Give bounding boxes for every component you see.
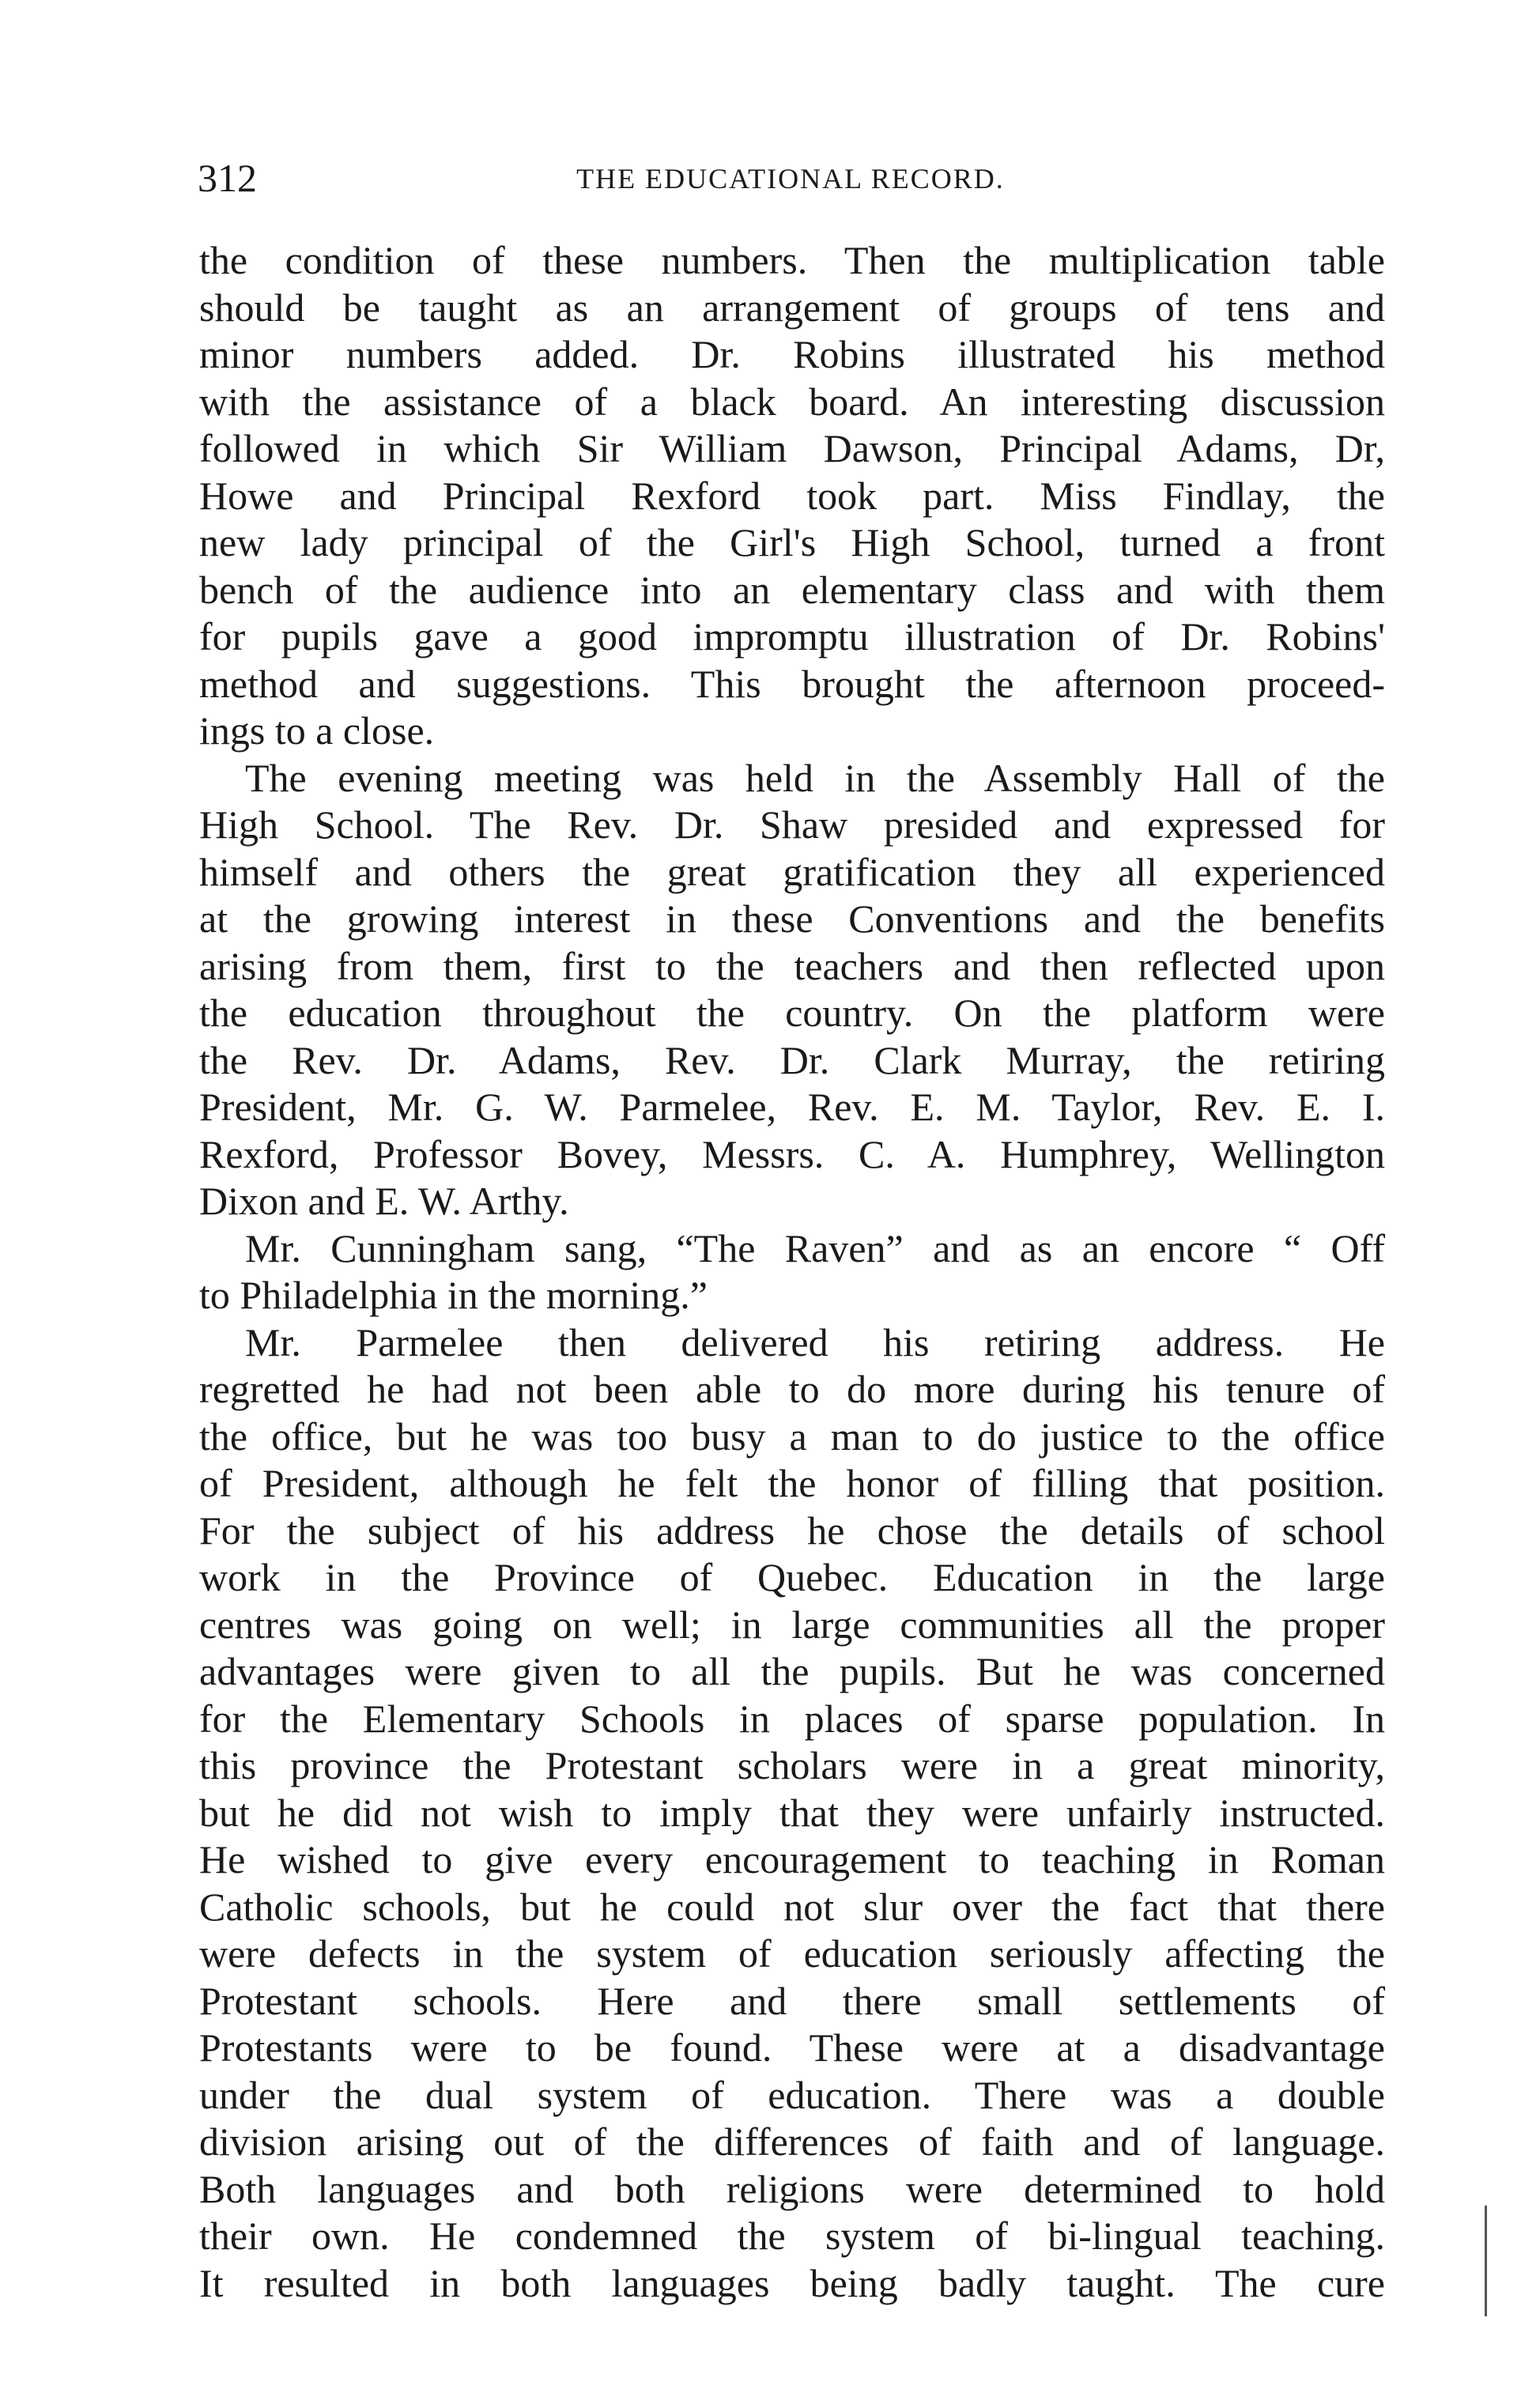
text-line: work in the Province of Quebec. Education in the large	[199, 1555, 1385, 1599]
text-line: Mr. Parmelee then delivered his retiring address. He	[245, 1319, 1385, 1364]
text-line: the education throughout the country. On the platform were	[199, 991, 1385, 1035]
text-line: Protestants were to be found. These were at a disadvantage	[199, 2025, 1385, 2070]
text-line: himself and others the great gratification they all experienced	[199, 849, 1385, 894]
text-line: followed in which Sir William Dawson, Principal Adams, Dr,	[199, 426, 1385, 470]
text-line: of President, although he felt the honor of filling that position.	[199, 1461, 1385, 1505]
text-line: High School. The Rev. Dr. Shaw presided and expressed for	[199, 802, 1385, 847]
page-header	[198, 150, 1383, 206]
text-line: ings to a close.	[199, 708, 435, 753]
text-line: method and suggestions. This brought the afternoon proceed-	[199, 661, 1385, 706]
text-line: Howe and Principal Rexford took part. Miss Findlay, the	[199, 473, 1385, 518]
text-line: with the assistance of a black board. An interesting discussion	[199, 379, 1385, 424]
text-line: Mr. Cunningham sang, “The Raven” and as an encore “ Off	[245, 1225, 1385, 1270]
text-line: Catholic schools, but he could not slur over the fact that there	[199, 1884, 1385, 1929]
text-line: arising from them, first to the teachers and then reflected upon	[199, 943, 1385, 988]
text-line: It resulted in both languages being badly taught. The cure	[199, 2260, 1385, 2305]
text-line: The evening meeting was held in the Assembly Hall of the	[245, 755, 1385, 800]
text-line: minor numbers added. Dr. Robins illustrated his method	[199, 332, 1385, 376]
text-line: Both languages and both religions were determined to hold	[199, 2166, 1385, 2211]
text-line: Rexford, Professor Bovey, Messrs. C. A. Humphrey, Wellington	[199, 1131, 1385, 1176]
text-line: to Philadelphia in the morning.”	[199, 1273, 708, 1317]
text-line: advantages were given to all the pupils. But he was concerned	[199, 1649, 1385, 1693]
text-line: but he did not wish to imply that they were unfairly instructed.	[199, 1790, 1385, 1835]
body-text	[199, 237, 1385, 2307]
text-line: new lady principal of the Girl's High School, turned a front	[199, 520, 1385, 564]
text-line: for the Elementary Schools in places of sparse population. In	[199, 1696, 1385, 1741]
text-line: Dixon and E. W. Arthy.	[199, 1179, 569, 1223]
text-line: for pupils gave a good impromptu illustration of Dr. Robins'	[199, 614, 1385, 659]
text-line: under the dual system of education. There was a double	[199, 2072, 1385, 2117]
text-line: should be taught as an arrangement of groups of tens and	[199, 285, 1385, 330]
text-line: the office, but he was too busy a man to do justice to the office	[199, 1413, 1385, 1459]
text-line: President, Mr. G. W. Parmelee, Rev. E. M. Taylor, Rev. E. I.	[199, 1085, 1385, 1129]
margin-rule	[1485, 2206, 1487, 2316]
text-line: centres was going on well; in large communities all the proper	[199, 1602, 1385, 1647]
text-line: were defects in the system of education seriously affecting the	[199, 1931, 1385, 1976]
text-line: their own. He condemned the system of bi-lingual teaching.	[199, 2214, 1385, 2258]
text-line: division arising out of the differences of faith and of language.	[199, 2119, 1385, 2164]
text-line: bench of the audience into an elementary class and with them	[199, 567, 1385, 612]
text-line: the Rev. Dr. Adams, Rev. Dr. Clark Murray, the retiring	[199, 1037, 1385, 1082]
text-line: at the growing interest in these Conventions and the benefits	[199, 896, 1385, 941]
running-head: THE EDUCATIONAL RECORD.	[576, 163, 1005, 194]
page-number: 312	[198, 156, 257, 200]
text-line: Protestant schools. Here and there small settlements of	[199, 1978, 1385, 2023]
text-line: this province the Protestant scholars were in a great minority,	[199, 1743, 1385, 1787]
text-line: regretted he had not been able to do more during his tenure of	[199, 1367, 1385, 1411]
text-line: For the subject of his address he chose the details of school	[199, 1508, 1385, 1553]
text-line: the condition of these numbers. Then the multiplication table	[199, 238, 1385, 282]
text-line: He wished to give every encouragement to teaching in Roman	[199, 1837, 1385, 1881]
